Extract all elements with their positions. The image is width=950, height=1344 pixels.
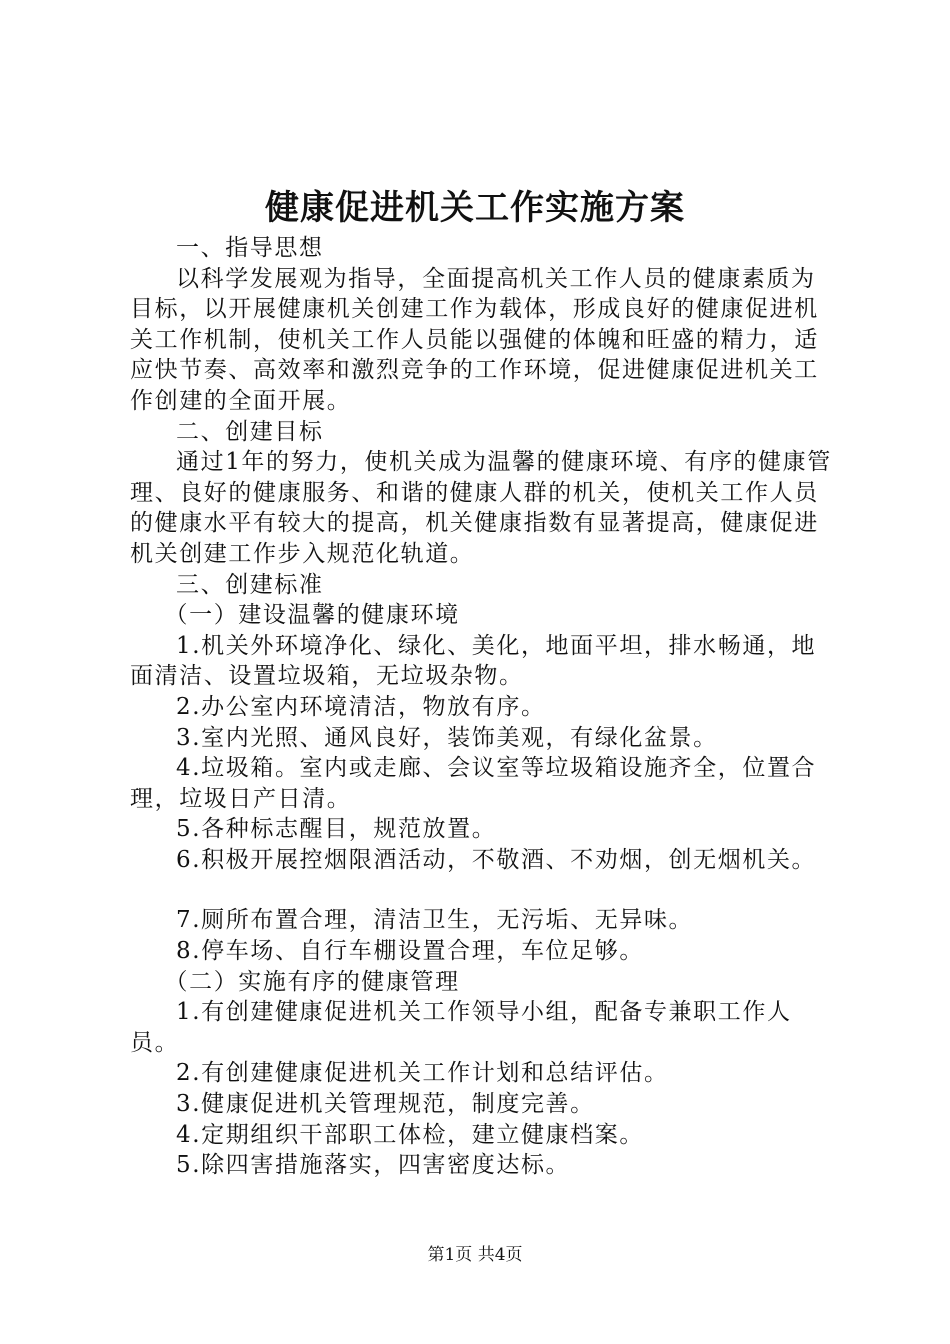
document-body (130, 233, 835, 1181)
paragraph-goals: 通过1年的努力，使机关成为温馨的健康环境、有序的健康管理、良好的健康服务、和谐的健康人群的机关，使机关工作人员的健康水平有较大的提高，机关健康指数有显著提高，健康促进机关创建工作步入规范化轨道。 (130, 449, 832, 567)
list-item-environment-1: 1.机关外环境净化、绿化、美化，地面平坦，排水畅通，地面清洁、设置垃圾箱，无垃圾杂物。 (130, 632, 817, 690)
list-item-environment-8: 8.停车场、自行车棚设置合理，车位足够。 (176, 938, 644, 965)
list-item-environment-4: 4.垃圾箱。室内或走廊、会议室等垃圾箱设施齐全，位置合理，垃圾日产日清。 (130, 755, 817, 812)
list-item-environment-2: 2.办公室内环境清洁，物放有序。 (176, 693, 546, 720)
list-item-management-3: 3.健康促进机关管理规范，制度完善。 (176, 1091, 595, 1118)
paragraph-guiding-ideology: 以科学发展观为指导，全面提高机关工作人员的健康素质为目标，以开展健康机关创建工作为载体，形成良好的健康促进机关工作机制，使机关工作人员能以强健的体魄和旺盛的精力，适应快节奏、高效率和激烈竞争的工作环境，促进健康促进机关工作创建的全面开展。 (130, 265, 819, 414)
section-heading-standards: 三、创建标准 (176, 571, 324, 598)
list-item-management-2: 2.有创建健康促进机关工作计划和总结评估。 (176, 1060, 669, 1087)
section-heading-goals: 二、创建目标 (176, 418, 324, 445)
list-item-environment-5: 5.各种标志醒目，规范放置。 (176, 816, 497, 843)
list-item-management-5: 5.除四害措施落实，四害密度达标。 (176, 1152, 571, 1179)
subsection-heading-environment: （一）建设温馨的健康环境 (164, 602, 460, 629)
list-item-environment-7: 7.厕所布置合理，清洁卫生，无污垢、无异味。 (176, 907, 694, 934)
page-footer: 第1页 共4页 (427, 1245, 523, 1265)
list-item-management-4: 4.定期组织干部职工体检，建立健康档案。 (176, 1121, 644, 1148)
list-item-environment-6: 6.积极开展控烟限酒活动，不敬酒、不劝烟，创无烟机关。 (176, 846, 817, 873)
list-item-environment-3: 3.室内光照、通风良好，装饰美观，有绿化盆景。 (176, 724, 718, 751)
document-title: 健康促进机关工作实施方案 (265, 188, 685, 228)
section-heading-guiding-ideology: 一、指导思想 (176, 235, 324, 261)
subsection-heading-management: （二）实施有序的健康管理 (164, 968, 460, 995)
list-item-management-1: 1.有创建健康促进机关工作领导小组，配备专兼职工作人员。 (130, 999, 792, 1056)
